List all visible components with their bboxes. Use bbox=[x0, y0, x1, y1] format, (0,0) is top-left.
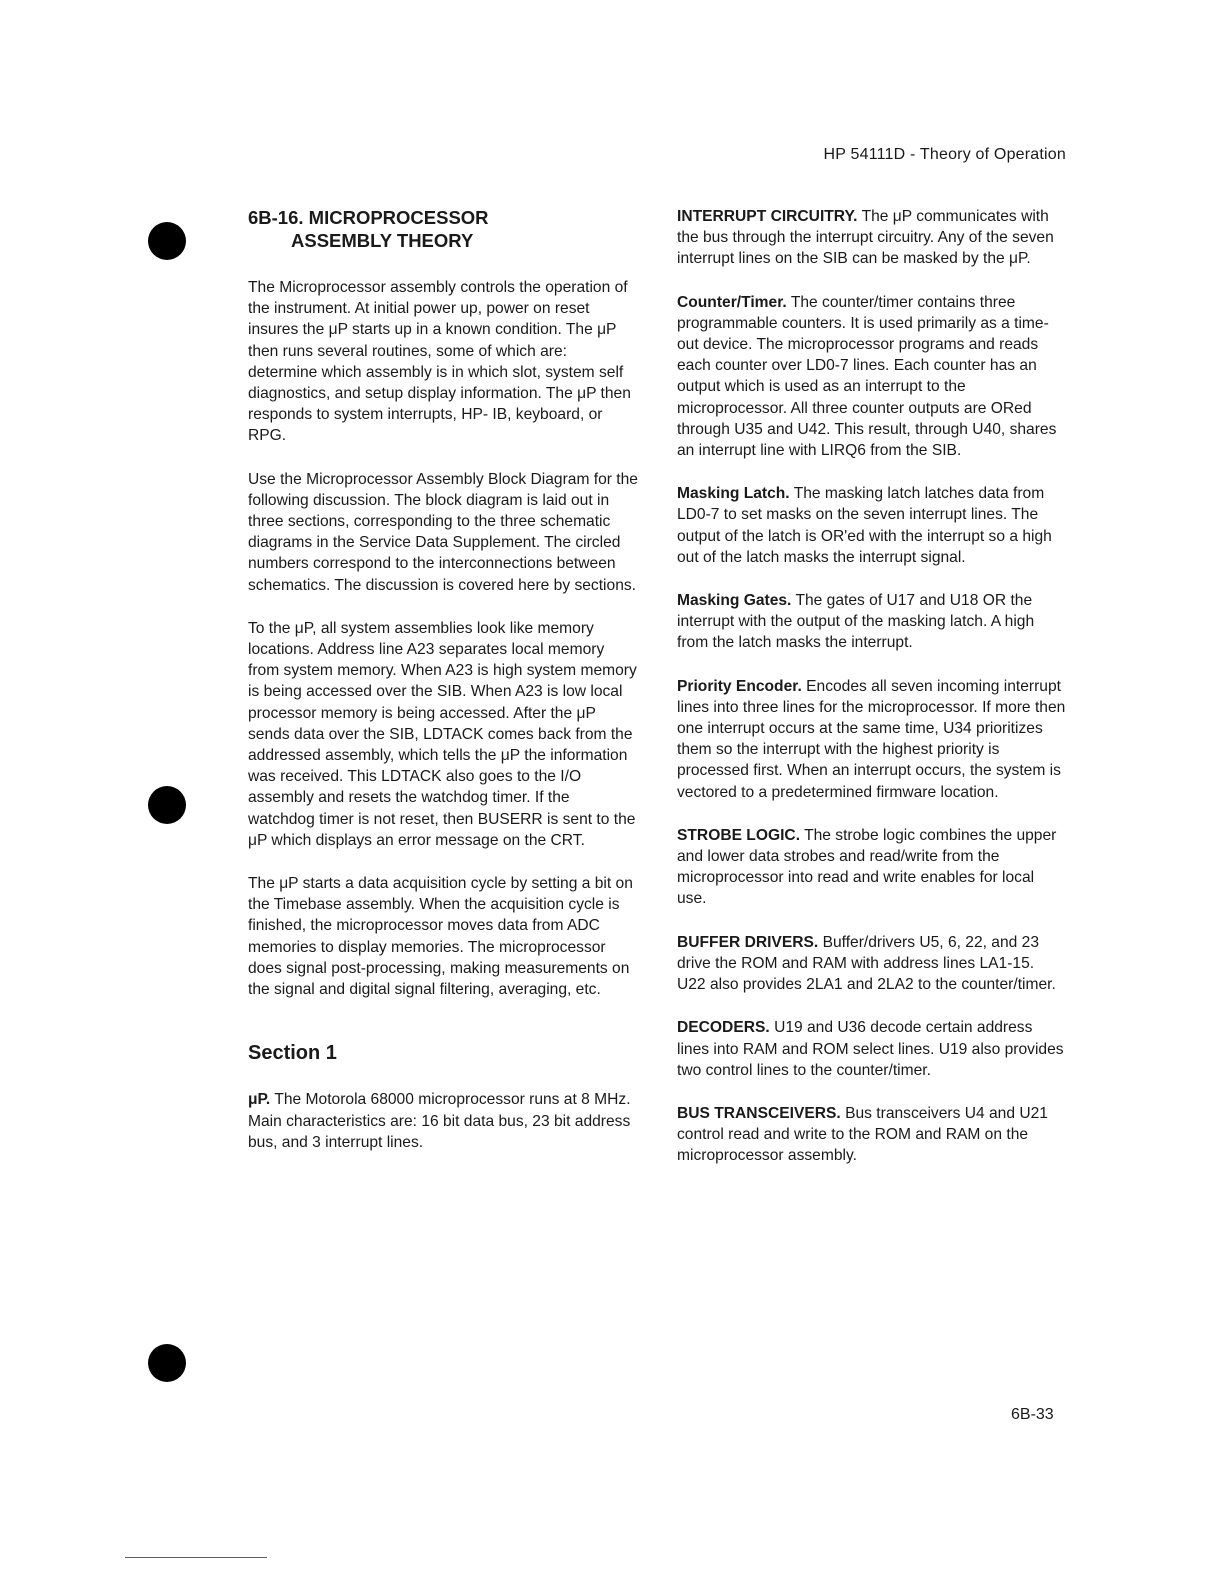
bus-transceivers-lead: BUS TRANSCEIVERS. bbox=[677, 1104, 841, 1122]
mu-p-lead: μP. bbox=[248, 1091, 271, 1109]
priority-encoder-lead: Priority Encoder. bbox=[677, 677, 802, 695]
interrupt-circuitry-lead: INTERRUPT CIRCUITRY. bbox=[677, 208, 858, 225]
buffer-drivers-lead: BUFFER DRIVERS. bbox=[677, 933, 819, 951]
counter-timer-lead: Counter/Timer. bbox=[677, 293, 787, 311]
section-title bbox=[248, 206, 638, 252]
paragraph-mu-p bbox=[248, 1089, 638, 1153]
priority-encoder-text: Encodes all seven incoming interrupt lines into three lines for the microprocessor. If more then one interrupt occurs at the same time, U34 prioritizes them so the interrupt with the highest priority is processed first. When an interrupt occurs, the system is vectored to a predetermined firmware location. bbox=[677, 677, 1066, 801]
binder-hole-middle bbox=[148, 786, 186, 824]
paragraph-masking-gates bbox=[677, 590, 1067, 654]
running-header: HP 54111D - Theory of Operation bbox=[823, 146, 1066, 163]
strobe-logic-lead: STROBE LOGIC. bbox=[677, 826, 801, 844]
paragraph-acquisition-cycle: The μP starts a data acquisition cycle by setting a bit on the Timebase assembly. When the acquisition cycle is finished, the microprocessor moves data from ADC memories to display memories. The microprocessor does signal post-processing, making measurements on the signal and digital signal filtering, averaging, etc. bbox=[248, 875, 633, 999]
paragraph-counter-timer bbox=[677, 292, 1067, 462]
paragraph-buffer-drivers bbox=[677, 932, 1067, 996]
mu-p-text: The Motorola 68000 microprocessor runs at 8 MHz. Main characteristics are: 16 bit data bus, 23 bit address bus, and 3 interrupt lines. bbox=[248, 1091, 631, 1151]
paragraph-priority-encoder bbox=[677, 676, 1067, 803]
paragraph-memory-locations: To the μP, all system assemblies look like memory locations. Address line A23 separates local memory from system memory. When A23 is high system memory is being accessed over the SIB. When A23 is low local processor memory is being accessed. After the μP sends data over the SIB, LDTACK comes back from the addressed assembly, which tells the μP the information was received. This LDTACK also goes to the I/O assembly and resets the watchdog timer. If the watchdog timer is not reset, then BUSERR is sent to the μP which displays an error message on the CRT. bbox=[248, 619, 637, 849]
paragraph-decoders bbox=[677, 1017, 1067, 1081]
right-column bbox=[677, 206, 1067, 1189]
strobe-logic-text: The strobe logic combines the upper and lower data strobes and read/write from the microprocessor into read and write enables for local use. bbox=[677, 826, 1057, 908]
section-title-line1: 6B-16. MICROPROCESSOR bbox=[248, 207, 489, 228]
section-title-line2: ASSEMBLY THEORY bbox=[291, 230, 474, 251]
masking-latch-lead: Masking Latch. bbox=[677, 485, 790, 503]
paragraph-intro: The Microprocessor assembly controls the operation of the instrument. At initial power up, power on reset insures the μP starts up in a known condition. The μP then runs several routines, some of which are: determine which assembly is in which slot, system self diagnostics, and setup display information. The μP then responds to system interrupts, HP- IB, keyboard, or RPG. bbox=[248, 279, 631, 445]
counter-timer-text: The counter/timer contains three programmable counters. It is used primarily as a time-out device. The microprocessor programs and reads each counter over LD0-7 lines. Each counter has an output which is used as an interrupt to the microprocessor. All three counter outputs are ORed through U35 and U42. This result, through U40, shares an interrupt line with LIRQ6 from the SIB. bbox=[677, 293, 1057, 460]
binder-hole-top bbox=[148, 222, 186, 260]
masking-gates-text: The gates of U17 and U18 OR the interrupt with the output of the masking latch. A high from the latch masks the interrupt. bbox=[677, 592, 1035, 652]
paragraph-strobe-logic bbox=[677, 825, 1067, 910]
page-number: 6B-33 bbox=[1011, 1406, 1054, 1423]
binder-hole-bottom bbox=[148, 1344, 186, 1382]
section-1-heading: Section 1 bbox=[248, 1042, 337, 1065]
paragraph-interrupt-circuitry bbox=[677, 206, 1067, 270]
masking-latch-text: The masking latch latches data from LD0-7 to set masks on the seven interrupt lines. The output of the latch is OR'ed with the interrupt so a high out of the latch masks the interrupt signal. bbox=[677, 485, 1052, 566]
interrupt-circuitry-text: The μP communicates with the bus through the interrupt circuitry. Any of the seven interrupt lines on the SIB can be masked by the μP. bbox=[677, 208, 1054, 268]
paragraph-masking-latch bbox=[677, 483, 1067, 568]
bus-transceivers-text: Bus transceivers U4 and U21 control read and write to the ROM and RAM on the microprocessor assembly. bbox=[677, 1104, 1048, 1165]
decoders-lead: DECODERS. bbox=[677, 1019, 770, 1037]
masking-gates-lead: Masking Gates. bbox=[677, 592, 792, 610]
left-column bbox=[248, 206, 638, 1175]
decoders-text: U19 and U36 decode certain address lines into RAM and ROM select lines. U19 also provides two control lines to the counter/timer. bbox=[677, 1019, 1064, 1079]
paragraph-bus-transceivers bbox=[677, 1103, 1067, 1167]
paragraph-block-diagram: Use the Microprocessor Assembly Block Diagram for the following discussion. The block diagram is laid out in three sections, corresponding to the three schematic diagrams in the Service Data Supplement. The circled numbers correspond to the interconnections between schematics. The discussion is covered here by sections. bbox=[248, 470, 638, 594]
footer-rule bbox=[125, 1557, 267, 1558]
buffer-drivers-text: Buffer/drivers U5, 6, 22, and 23 drive the ROM and RAM with address lines LA1-15. U22 also provides 2LA1 and 2LA2 to the counter/timer. bbox=[677, 933, 1056, 994]
